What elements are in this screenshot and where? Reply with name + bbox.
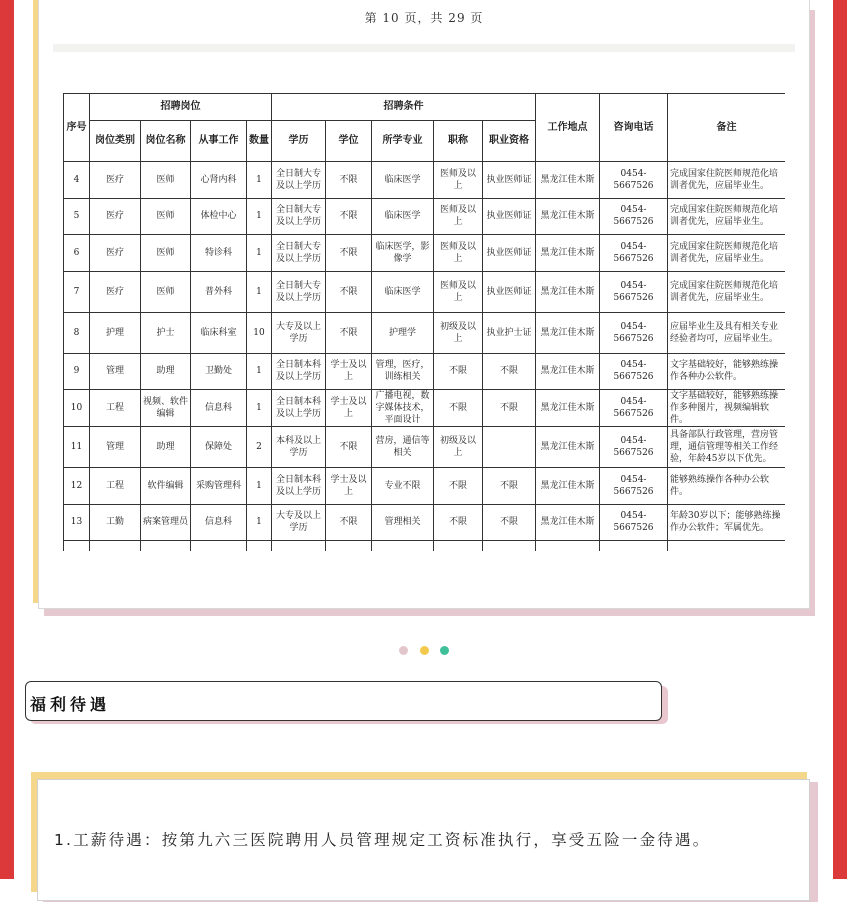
cell-seq: 4	[64, 162, 90, 199]
cell-count: 1	[247, 353, 272, 390]
cell-location: 黑龙江佳木斯	[536, 468, 600, 505]
header-location: 工作地点	[536, 94, 600, 162]
cell-qualification: 执业医师证	[483, 271, 536, 312]
cell-degree: 不限	[326, 271, 372, 312]
cell-major: 管理，医疗，训练相关	[372, 353, 434, 390]
cell-count: 1	[247, 390, 272, 427]
cell-phone: 0454-5667526	[600, 162, 668, 199]
header-name: 岗位名称	[141, 121, 191, 162]
cell-title: 医师及以上	[434, 198, 483, 235]
table-row	[64, 162, 786, 199]
cell-location: 黑龙江佳木斯	[536, 312, 600, 353]
cell-seq: 13	[64, 504, 90, 541]
scanned-page-card	[38, 0, 810, 609]
cell-dept: 采购管理科	[191, 468, 247, 505]
cell-seq: 5	[64, 198, 90, 235]
table-row	[64, 504, 786, 541]
cell-education: 本科及以上学历	[272, 427, 326, 468]
header-education: 学历	[272, 121, 326, 162]
cell-dept: 特诊科	[191, 235, 247, 272]
header-group-conditions: 招聘条件	[272, 94, 536, 121]
cell-title: 不限	[434, 390, 483, 427]
cell-education: 全日制本科及以上学历	[272, 468, 326, 505]
cell-name: 助理	[141, 427, 191, 468]
table-row	[64, 312, 786, 353]
cell-phone: 0454-5667526	[600, 390, 668, 427]
cell-count: 1	[247, 235, 272, 272]
cell-phone: 0454-5667526	[600, 271, 668, 312]
cell-location: 黑龙江佳木斯	[536, 427, 600, 468]
header-count: 数量	[247, 121, 272, 162]
cell-degree: 学士及以上	[326, 390, 372, 427]
cell-category: 医疗	[90, 271, 141, 312]
cell-phone: 0454-5667526	[600, 198, 668, 235]
carousel-dot-2[interactable]	[420, 646, 429, 655]
cell-seq: 10	[64, 390, 90, 427]
cell-education: 全日制大专及以上学历	[272, 235, 326, 272]
cell-education: 大专及以上学历	[272, 504, 326, 541]
cell-count: 1	[247, 162, 272, 199]
header-major: 所学专业	[372, 121, 434, 162]
cell-seq: 7	[64, 271, 90, 312]
cell-location: 黑龙江佳木斯	[536, 353, 600, 390]
header-degree: 学位	[326, 121, 372, 162]
cell-title: 医师及以上	[434, 271, 483, 312]
cell-notes: 完成国家住院医师规范化培训者优先，应届毕业生。	[668, 235, 786, 272]
cell-education: 全日制本科及以上学历	[272, 353, 326, 390]
cell-location: 黑龙江佳木斯	[536, 235, 600, 272]
cell-qualification: 不限	[483, 504, 536, 541]
cell-qualification: 不限	[483, 468, 536, 505]
cell-major: 管理相关	[372, 504, 434, 541]
cell-name: 医师	[141, 162, 191, 199]
cell-category: 工程	[90, 390, 141, 427]
cell-category: 医疗	[90, 162, 141, 199]
cell-major: 广播电视，数字媒体技术，平面设计	[372, 390, 434, 427]
scan-band	[53, 44, 795, 52]
header-title: 职称	[434, 121, 483, 162]
cell-degree: 学士及以上	[326, 353, 372, 390]
cell-dept: 信息科	[191, 504, 247, 541]
cell-qualification: 不限	[483, 353, 536, 390]
cell-title: 不限	[434, 353, 483, 390]
header-phone: 咨询电话	[600, 94, 668, 162]
cell-degree: 不限	[326, 312, 372, 353]
cell-count: 1	[247, 198, 272, 235]
cell-name: 医师	[141, 271, 191, 312]
cell-count: 1	[247, 504, 272, 541]
header-notes: 备注	[668, 94, 786, 162]
cell-name: 助理	[141, 353, 191, 390]
cell-qualification: 执业医师证	[483, 235, 536, 272]
table-row	[64, 390, 786, 427]
page-indicator: 第 10 页，共 29 页	[364, 11, 484, 25]
cell-dept: 保障处	[191, 427, 247, 468]
table-row	[64, 468, 786, 505]
cell-education: 全日制本科及以上学历	[272, 390, 326, 427]
cell-degree: 不限	[326, 162, 372, 199]
cell-dept: 普外科	[191, 271, 247, 312]
cell-notes: 应届毕业生及具有相关专业经验者均可，应届毕业生。	[668, 312, 786, 353]
cell-dept: 体检中心	[191, 198, 247, 235]
cell-degree: 不限	[326, 504, 372, 541]
cell-notes: 完成国家住院医师规范化培训者优先，应届毕业生。	[668, 162, 786, 199]
cell-qualification: 执业医师证	[483, 198, 536, 235]
benefits-paragraph: 1.工薪待遇：按第九六三医院聘用人员管理规定工资标准执行，享受五险一金待遇。	[54, 831, 711, 849]
cell-seq: 12	[64, 468, 90, 505]
cell-notes: 文字基础较好，能够熟练操作各种办公软件。	[668, 353, 786, 390]
cell-location: 黑龙江佳木斯	[536, 198, 600, 235]
cell-location: 黑龙江佳木斯	[536, 504, 600, 541]
carousel-dot-1[interactable]	[399, 646, 408, 655]
header-qualification: 职业资格	[483, 121, 536, 162]
cell-count: 10	[247, 312, 272, 353]
cell-title: 医师及以上	[434, 235, 483, 272]
cell-dept: 临床科室	[191, 312, 247, 353]
cell-major: 临床医学	[372, 271, 434, 312]
cell-major: 临床医学	[372, 198, 434, 235]
cell-education: 全日制大专及以上学历	[272, 271, 326, 312]
cell-notes: 文字基础较好，能够熟练操作多种图片，视频编辑软件。	[668, 390, 786, 427]
cell-qualification: 执业医师证	[483, 162, 536, 199]
table-row	[64, 235, 786, 272]
cell-category: 医疗	[90, 235, 141, 272]
cell-notes: 年龄30岁以下；能够熟练操作办公软件；军属优先。	[668, 504, 786, 541]
cell-title: 不限	[434, 504, 483, 541]
cell-notes: 完成国家住院医师规范化培训者优先，应届毕业生。	[668, 271, 786, 312]
section-title-box	[25, 681, 662, 721]
cell-phone: 0454-5667526	[600, 427, 668, 468]
cell-degree: 不限	[326, 235, 372, 272]
cell-title: 医师及以上	[434, 162, 483, 199]
cell-major: 护理学	[372, 312, 434, 353]
table-row	[64, 271, 786, 312]
cell-count: 1	[247, 468, 272, 505]
cell-seq: 8	[64, 312, 90, 353]
header-category: 岗位类别	[90, 121, 141, 162]
cell-location: 黑龙江佳木斯	[536, 390, 600, 427]
header-seq: 序号	[64, 94, 90, 162]
cell-category: 护理	[90, 312, 141, 353]
cell-notes: 具备部队行政管理，营房管理，通信管理等相关工作经验，年龄45岁以下优先。	[668, 427, 786, 468]
cell-notes: 能够熟练操作各种办公软件。	[668, 468, 786, 505]
section-title: 福利待遇	[30, 695, 111, 714]
table-row-cut	[64, 541, 786, 552]
table-row	[64, 353, 786, 390]
recruitment-table	[63, 93, 785, 551]
carousel-dot-3[interactable]	[440, 646, 449, 655]
cell-notes: 完成国家住院医师规范化培训者优先，应届毕业生。	[668, 198, 786, 235]
cell-dept: 信息科	[191, 390, 247, 427]
cell-name: 护士	[141, 312, 191, 353]
cell-phone: 0454-5667526	[600, 312, 668, 353]
cell-location: 黑龙江佳木斯	[536, 271, 600, 312]
cell-seq: 11	[64, 427, 90, 468]
cell-category: 管理	[90, 353, 141, 390]
cell-major: 营房，通信等相关	[372, 427, 434, 468]
recruitment-table-wrap	[63, 93, 785, 551]
cell-category: 管理	[90, 427, 141, 468]
cell-title: 初级及以上	[434, 312, 483, 353]
cell-phone: 0454-5667526	[600, 235, 668, 272]
right-red-border	[833, 0, 847, 879]
cell-education: 全日制大专及以上学历	[272, 162, 326, 199]
cell-name: 医师	[141, 235, 191, 272]
table-row	[64, 198, 786, 235]
cell-qualification: 不限	[483, 390, 536, 427]
cell-degree: 不限	[326, 198, 372, 235]
cell-name: 视频、软件编辑	[141, 390, 191, 427]
cell-qualification	[483, 427, 536, 468]
cell-dept: 卫勤处	[191, 353, 247, 390]
table-row	[64, 427, 786, 468]
cell-phone: 0454-5667526	[600, 353, 668, 390]
cell-category: 工勤	[90, 504, 141, 541]
cell-major: 临床医学，影像学	[372, 235, 434, 272]
cell-phone: 0454-5667526	[600, 504, 668, 541]
cell-degree: 不限	[326, 427, 372, 468]
cell-major: 临床医学	[372, 162, 434, 199]
cell-name: 软件编辑	[141, 468, 191, 505]
cell-title: 不限	[434, 468, 483, 505]
left-red-border	[0, 0, 14, 879]
cell-degree: 学士及以上	[326, 468, 372, 505]
cell-education: 全日制大专及以上学历	[272, 198, 326, 235]
cell-title: 初级及以上	[434, 427, 483, 468]
header-group-position: 招聘岗位	[90, 94, 272, 121]
cell-major: 专业不限	[372, 468, 434, 505]
cell-dept: 心肾内科	[191, 162, 247, 199]
cell-count: 1	[247, 271, 272, 312]
cell-count: 2	[247, 427, 272, 468]
cell-name: 医师	[141, 198, 191, 235]
cell-category: 医疗	[90, 198, 141, 235]
cell-seq: 9	[64, 353, 90, 390]
benefits-card	[37, 779, 810, 901]
header-dept: 从事工作	[191, 121, 247, 162]
cell-name: 病案管理员	[141, 504, 191, 541]
cell-location: 黑龙江佳木斯	[536, 162, 600, 199]
cell-phone: 0454-5667526	[600, 468, 668, 505]
cell-category: 工程	[90, 468, 141, 505]
cell-seq: 6	[64, 235, 90, 272]
cell-qualification: 执业护士证	[483, 312, 536, 353]
cell-education: 大专及以上学历	[272, 312, 326, 353]
